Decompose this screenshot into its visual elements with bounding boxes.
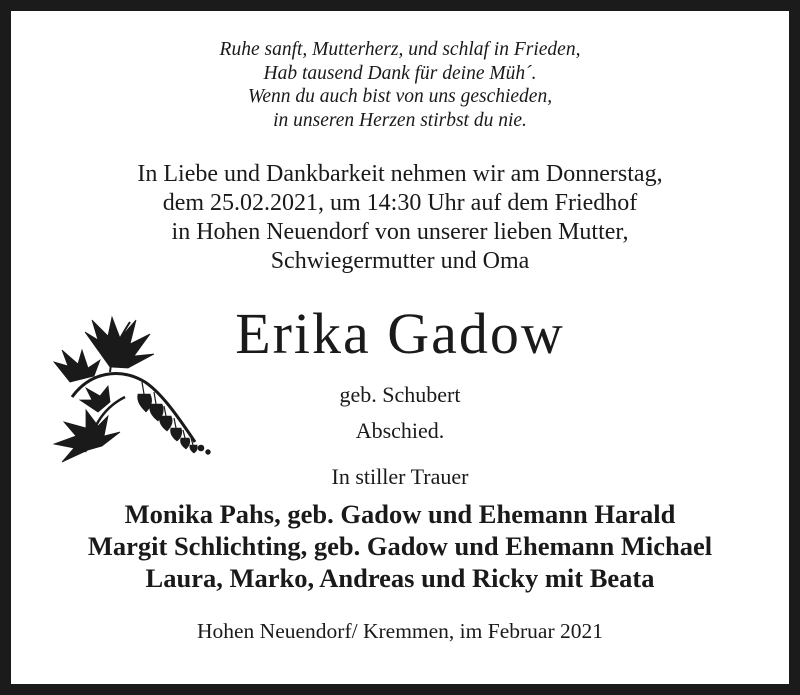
poem-line: Ruhe sanft, Mutterherz, und schlaf in Frieden, — [219, 39, 581, 60]
announcement-line: In Liebe und Dankbarkeit nehmen wir am Donnerstag, — [137, 161, 663, 187]
farewell-text: Abschied. — [355, 418, 445, 443]
mourners-list — [0, 498, 800, 594]
mourner-line: Margit Schlichting, geb. Gadow und Ehemann Michael — [87, 531, 713, 561]
mourner-line: Laura, Marko, Andreas und Ricky mit Beata — [145, 563, 655, 593]
funeral-announcement — [0, 160, 800, 276]
memorial-poem — [0, 38, 800, 132]
announcement-line: Schwiegermutter und Oma — [270, 248, 530, 274]
mourner-line: Monika Pahs, geb. Gadow und Ehemann Harald — [124, 499, 676, 529]
place-and-date: Hohen Neuendorf/ Kremmen, im Februar 2021 — [196, 619, 603, 643]
announcement-line: dem 25.02.2021, um 14:30 Uhr auf dem Friedhof — [162, 190, 638, 216]
poem-line: Wenn du auch bist von uns geschieden, — [247, 86, 553, 107]
maiden-name: geb. Schubert — [339, 382, 461, 407]
deceased-name: Erika Gadow — [235, 301, 565, 366]
poem-line: Hab tausend Dank für deine Müh´. — [263, 62, 537, 84]
poem-line: in unseren Herzen stirbst du nie. — [273, 109, 527, 131]
mourning-label: In stiller Trauer — [331, 464, 469, 489]
announcement-line: in Hohen Neuendorf von unserer lieben Mutter, — [171, 219, 629, 245]
